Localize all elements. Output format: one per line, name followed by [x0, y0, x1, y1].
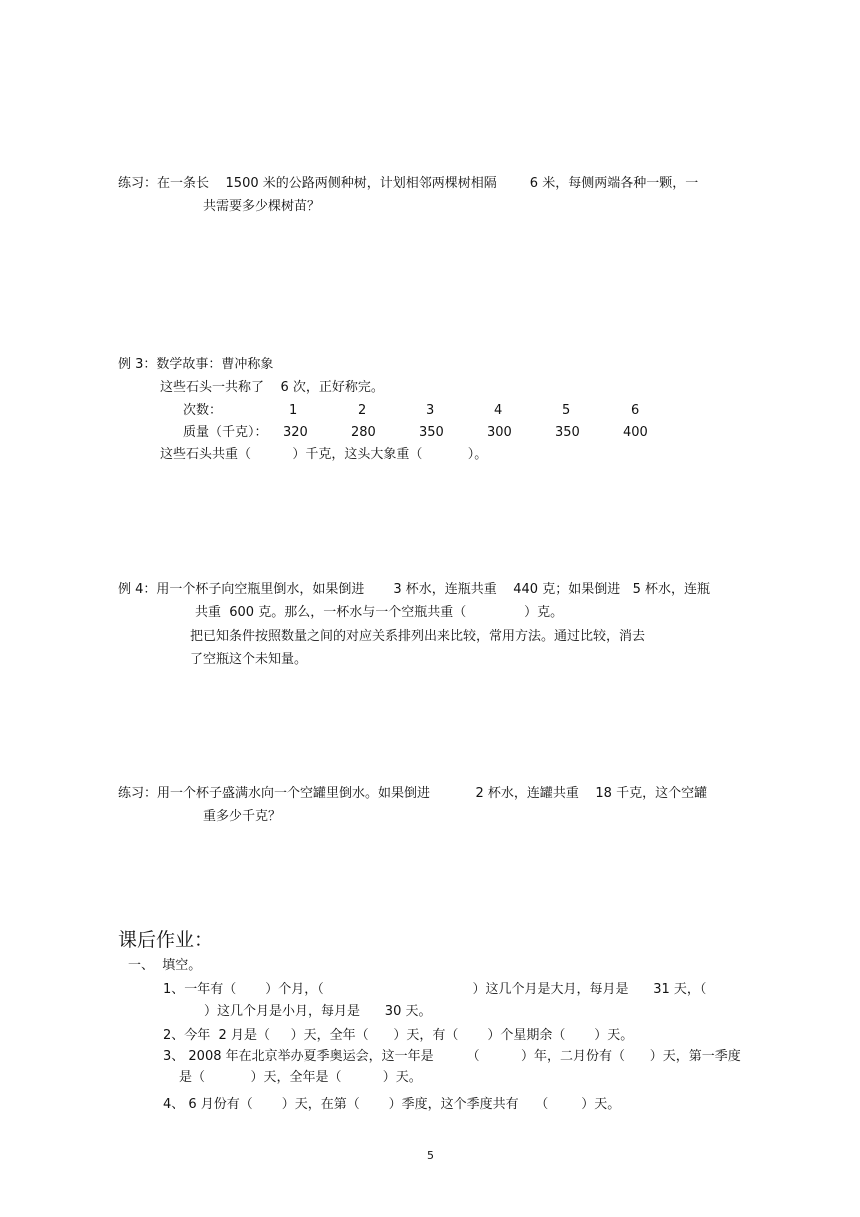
times-value-3: 3	[426, 403, 435, 418]
mass-value-4: 300	[487, 425, 512, 440]
times-value-6: 6	[631, 403, 640, 418]
practice-2-line-2: 重多少千克？	[203, 809, 282, 824]
example-3-question: 这些石头共重（ ）千克，这头大象重（ ）。	[160, 447, 488, 462]
example-4-line-1: 例 4：用一个杯子向空瓶里倒水，如果倒进 3 杯水，连瓶共重 440 克；如果倒进 5 杯水，连瓶	[118, 582, 711, 597]
example-4-line-2: 共重 600 克。那么，一杯水与一个空瓶共重（ ）克。	[195, 605, 564, 620]
homework-section-title: 一、 填空。	[128, 958, 202, 973]
practice-1-line-1: 练习：在一条长 1500 米的公路两侧种树，计划相邻两棵树相隔 6 米，每侧两端各种一颗，一	[118, 176, 699, 191]
homework-heading: 课后作业：	[118, 929, 214, 951]
homework-q2: 2、今年 2 月是（ ）天，全年（ ）天，有（ ）个星期余（ ）天。	[163, 1028, 634, 1043]
homework-q1-line-2: ）这几个月是小月，每月是 30 天。	[204, 1004, 432, 1019]
page-number: 5	[427, 1149, 434, 1162]
times-label: 次数：	[183, 403, 223, 418]
times-value-4: 4	[494, 403, 503, 418]
homework-q3-line-2: 是（ ）天，全年是（ ）天。	[179, 1070, 422, 1085]
homework-q4: 4、 6 月份有（ ）天，在第（ ）季度，这个季度共有 （ ）天。	[163, 1097, 621, 1112]
example-3-intro: 这些石头一共称了 6 次，正好称完。	[160, 380, 384, 395]
times-value-5: 5	[562, 403, 571, 418]
homework-q1-line-1: 1、一年有（ ）个月，（ ）这几个月是大月，每月是 31 天，（	[163, 982, 707, 997]
example-3-title: 例 3：数学故事：曹冲称象	[118, 357, 274, 372]
example-4-line-4: 了空瓶这个未知量。	[190, 652, 308, 667]
mass-value-1: 320	[283, 425, 308, 440]
homework-q3-line-1: 3、 2008 年在北京举办夏季奥运会，这一年是 （ ）年，二月份有（ ）天，第一季度	[163, 1049, 741, 1064]
mass-value-2: 280	[351, 425, 376, 440]
mass-label: 质量（千克）：	[183, 425, 268, 440]
mass-value-3: 350	[419, 425, 444, 440]
example-4-line-3: 把已知条件按照数量之间的对应关系排列出来比较，常用方法。通过比较，消去	[190, 629, 646, 644]
practice-1-line-2: 共需要多少棵树苗？	[203, 199, 321, 214]
times-value-1: 1	[289, 403, 298, 418]
mass-value-6: 400	[623, 425, 648, 440]
practice-2-line-1: 练习：用一个杯子盛满水向一个空罐里倒水。如果倒进 2 杯水，连罐共重 18 千克，这个空罐	[118, 786, 708, 801]
times-value-2: 2	[358, 403, 367, 418]
mass-value-5: 350	[555, 425, 580, 440]
